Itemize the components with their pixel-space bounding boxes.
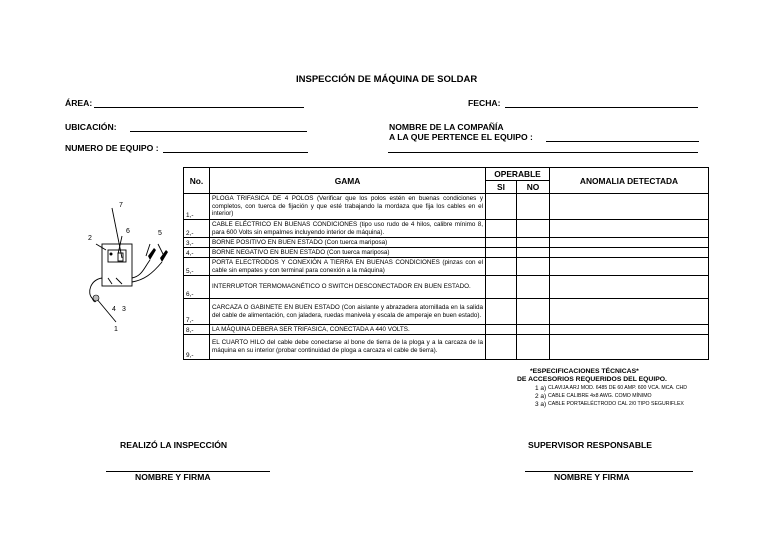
welding-machine-diagram bbox=[82, 198, 174, 333]
fecha-label: FECHA: bbox=[468, 98, 501, 108]
row-no-cell[interactable] bbox=[517, 194, 550, 220]
fecha-field[interactable] bbox=[505, 107, 698, 108]
row-no-cell[interactable] bbox=[517, 325, 550, 335]
row-description: BORNE POSITIVO EN BUEN ESTADO (Con tuerca mariposa) bbox=[210, 238, 486, 248]
firma-label-right: NOMBRE Y FIRMA bbox=[554, 472, 630, 482]
row-si-cell[interactable] bbox=[486, 258, 517, 276]
row-description: LA MÁQUINA DEBERA SER TRIFASICA, CONECTADA A 440 VOLTS. bbox=[210, 325, 486, 335]
row-number: 8,- bbox=[184, 325, 210, 335]
row-si-cell[interactable] bbox=[486, 194, 517, 220]
firma-label-left: NOMBRE Y FIRMA bbox=[135, 472, 211, 482]
equipo-field[interactable] bbox=[163, 152, 308, 153]
table-row bbox=[184, 258, 709, 276]
diagram-label-7: 7 bbox=[119, 202, 123, 209]
row-number: 4,- bbox=[184, 248, 210, 258]
area-field[interactable] bbox=[94, 107, 304, 108]
row-description: CABLE ELÉCTRICO EN BUENAS CONDICIONES (tipo uso rudo de 4 hilos, calibre mínimo 8, para 600 Volts sin empalmes incluyendo interior de máquina). bbox=[210, 220, 486, 238]
row-si-cell[interactable] bbox=[486, 335, 517, 360]
spec-text: CLAVIJA ARJ MOD. 6485 DE 60 AMP. 600 VCA. MCA. CHD bbox=[548, 385, 688, 391]
row-si-cell[interactable] bbox=[486, 276, 517, 299]
ubicacion-field[interactable] bbox=[130, 131, 307, 132]
row-description: PLOGA TRIFASICA DE 4 POLOS (Verificar que los polos estén en buenas condiciones y completos, con tuerca de fijación y que esté trabajando la mordaza que fija los cables en el interior) bbox=[210, 194, 486, 220]
header-operable: OPERABLE bbox=[486, 168, 550, 181]
electrode-holder bbox=[148, 248, 156, 260]
row-no-cell[interactable] bbox=[517, 276, 550, 299]
table-row bbox=[184, 194, 709, 220]
row-description: PORTA ELECTRODOS Y CONEXIÓN A TIERRA EN BUENAS CONDICIONES (pinzas con el cable sin empates y con terminal para conexión a la máquina) bbox=[210, 258, 486, 276]
row-number: 7,- bbox=[184, 299, 210, 325]
row-si-cell[interactable] bbox=[486, 248, 517, 258]
header-gama: GAMA bbox=[210, 168, 486, 194]
spec-item bbox=[535, 393, 705, 400]
diagram-label-3: 3 bbox=[122, 306, 126, 313]
ubicacion-label: UBICACIÓN: bbox=[65, 122, 117, 132]
header-no-operable: NO bbox=[517, 181, 550, 194]
row-anomalia-cell[interactable] bbox=[550, 220, 709, 238]
row-anomalia-cell[interactable] bbox=[550, 238, 709, 248]
header-si: SI bbox=[486, 181, 517, 194]
spec-number: 3 a) bbox=[535, 401, 547, 408]
supervisor-label: SUPERVISOR RESPONSABLE bbox=[528, 440, 653, 450]
row-number: 3,- bbox=[184, 238, 210, 248]
realizo-label: REALIZÓ LA INSPECCIÓN bbox=[120, 440, 228, 450]
row-number: 1,- bbox=[184, 194, 210, 220]
row-no-cell[interactable] bbox=[517, 248, 550, 258]
specs-title-line2: DE ACCESORIOS REQUERIDOS DEL EQUIPO. bbox=[517, 376, 667, 383]
row-description: CARCAZA O GABINETE EN BUEN ESTADO (Con aislante y abrazadera atornillada en la salida del cable de alimentación, con jaladera, ruedas manivela y escala de amperaje en buen estado). bbox=[210, 299, 486, 325]
row-description: BORNE NEGATIVO EN BUEN ESTADO (Con tuerca mariposa) bbox=[210, 248, 486, 258]
row-si-cell[interactable] bbox=[486, 299, 517, 325]
area-label: ÁREA: bbox=[65, 98, 93, 108]
specs-title-line1: *ESPECIFICACIONES TÉCNICAS* bbox=[530, 368, 639, 375]
table-row bbox=[184, 248, 709, 258]
header-anomalia: ANOMALIA DETECTADA bbox=[550, 168, 709, 194]
row-anomalia-cell[interactable] bbox=[550, 299, 709, 325]
row-number: 9,- bbox=[184, 335, 210, 360]
spec-item bbox=[535, 385, 705, 392]
row-anomalia-cell[interactable] bbox=[550, 194, 709, 220]
row-no-cell[interactable] bbox=[517, 335, 550, 360]
table-row bbox=[184, 325, 709, 335]
row-si-cell[interactable] bbox=[486, 220, 517, 238]
row-si-cell[interactable] bbox=[486, 238, 517, 248]
table-row bbox=[184, 220, 709, 238]
row-anomalia-cell[interactable] bbox=[550, 335, 709, 360]
company-label-line2: A LA QUE PERTENCE EL EQUIPO : bbox=[389, 132, 533, 142]
page-title: INSPECCIÓN DE MÁQUINA DE SOLDAR bbox=[296, 74, 478, 85]
row-description: INTERRUPTOR TERMOMAGNÉTICO O SWITCH DESCONECTADOR EN BUEN ESTADO. bbox=[210, 276, 486, 299]
row-anomalia-cell[interactable] bbox=[550, 248, 709, 258]
row-anomalia-cell[interactable] bbox=[550, 276, 709, 299]
company-field-continuation[interactable] bbox=[388, 152, 698, 153]
spec-text: CABLE PORTAELÉCTRODO CAL 2/0 TIPO SEGURIFLEX bbox=[548, 401, 684, 407]
spec-number: 1 a) bbox=[535, 385, 547, 392]
row-no-cell[interactable] bbox=[517, 220, 550, 238]
diagram-label-1: 1 bbox=[114, 326, 118, 333]
row-no-cell[interactable] bbox=[517, 238, 550, 248]
table-row bbox=[184, 238, 709, 248]
diagram-label-6: 6 bbox=[126, 228, 130, 235]
row-no-cell[interactable] bbox=[517, 258, 550, 276]
table-row bbox=[184, 299, 709, 325]
diagram-label-5: 5 bbox=[158, 230, 162, 237]
spec-number: 2 a) bbox=[535, 393, 547, 400]
spec-text: CABLE CALIBRE 4x8 AWG. COMO MÍNIMO bbox=[548, 393, 652, 399]
row-number: 6,- bbox=[184, 276, 210, 299]
indicator-dot bbox=[110, 253, 113, 256]
header-no: No. bbox=[184, 168, 210, 194]
row-anomalia-cell[interactable] bbox=[550, 258, 709, 276]
row-number: 2,- bbox=[184, 220, 210, 238]
plug-icon bbox=[93, 295, 99, 301]
table-row bbox=[184, 276, 709, 299]
row-description: EL CUARTO HILO del cable debe conectarse al bone de tierra de la ploga y a la carcaza de la máquina en su interior (probar continuidad de ploga a carcaza el cable de tierra). bbox=[210, 335, 486, 360]
diagram-label-2: 2 bbox=[88, 235, 92, 242]
company-field[interactable] bbox=[546, 141, 699, 142]
ground-clamp bbox=[160, 250, 168, 262]
inspection-table bbox=[183, 167, 709, 360]
row-anomalia-cell[interactable] bbox=[550, 325, 709, 335]
electrode-cable-a bbox=[132, 260, 150, 278]
diagram-label-4: 4 bbox=[112, 306, 116, 313]
equipo-label: NUMERO DE EQUIPO : bbox=[65, 143, 159, 153]
row-number: 5,- bbox=[184, 258, 210, 276]
row-si-cell[interactable] bbox=[486, 325, 517, 335]
table-row bbox=[184, 335, 709, 360]
company-label-line1: NOMBRE DE LA COMPAÑÍA bbox=[389, 122, 504, 132]
row-no-cell[interactable] bbox=[517, 299, 550, 325]
specs-list bbox=[535, 385, 705, 408]
spec-item bbox=[535, 401, 705, 408]
